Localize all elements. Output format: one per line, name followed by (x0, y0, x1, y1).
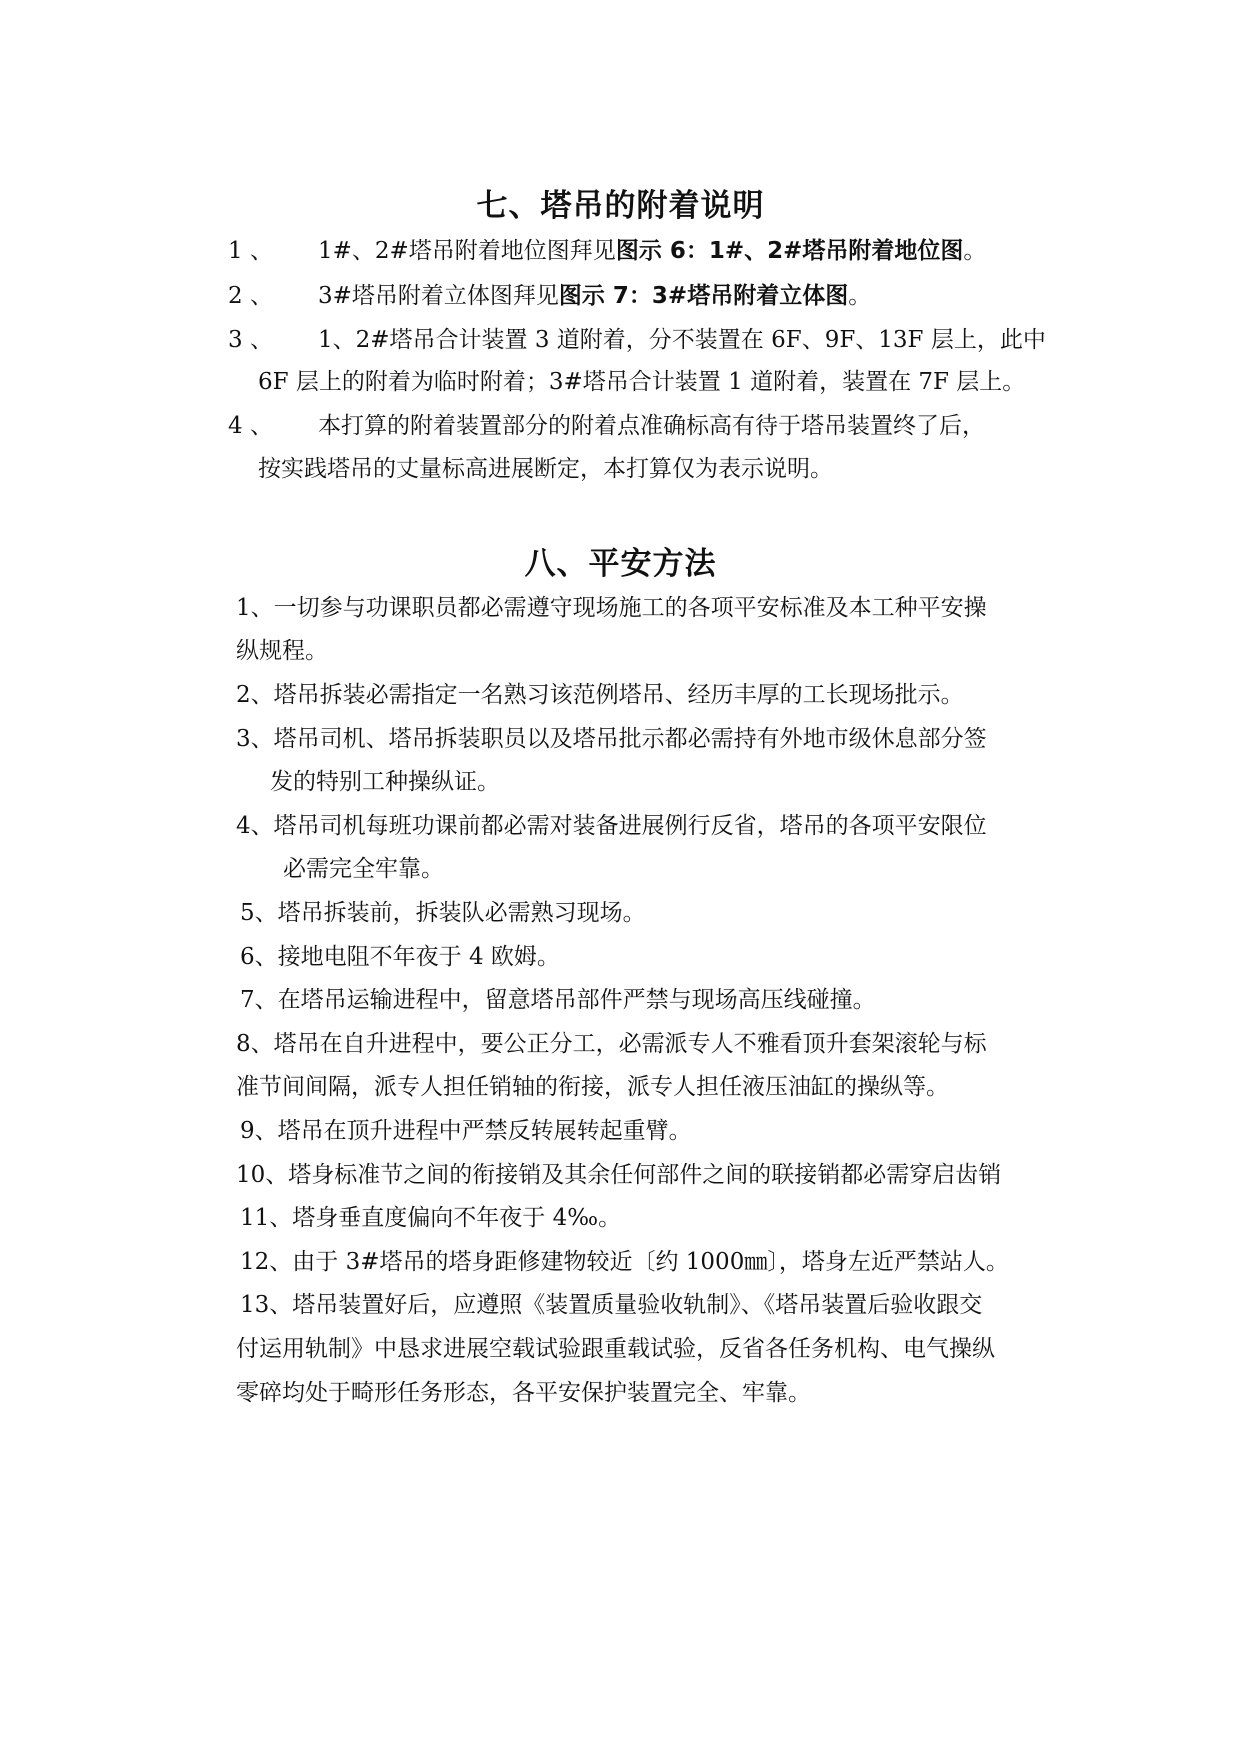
safety-line: 5、塔吊拆装前，拆装队必需熟习现场。 (240, 900, 646, 926)
section-7-title: 七、塔吊的附着说明 (476, 188, 765, 224)
safety-line: 10、塔身标准节之间的衔接销及其余任何部件之间的联接销都必需穿启齿销 (236, 1162, 1002, 1188)
item-text-line-1: 1、2#塔吊合计装置 3 道附着，分不装置在 6F、9F、13F 层上，此中 (318, 327, 1046, 353)
safety-line: 必需完全牢靠。 (283, 856, 444, 882)
item-text: 1#、2#塔吊附着地位图拜见图示 6：1#、2#塔吊附着地位图。 (318, 238, 987, 264)
item-text-line-1: 本打算的附着装置部分的附着点准确标高有待于塔吊装置终了后， (318, 413, 985, 439)
safety-line: 13、塔吊装置好后，应遵照《装置质量验收轨制》、《塔吊装置后验收跟交 (240, 1292, 983, 1318)
figure-reference: 图示 6：1#、2#塔吊附着地位图 (615, 238, 964, 264)
item-number: 2 、 (228, 283, 273, 309)
safety-line: 4、塔吊司机每班功课前都必需对装备进展例行反省，塔吊的各项平安限位 (236, 813, 987, 839)
safety-line: 付运用轨制》中恳求进展空载试验跟重载试验，反省各任务机构、电气操纵 (236, 1336, 995, 1362)
item-number: 1 、 (228, 238, 273, 264)
safety-line: 9、塔吊在顶升进程中严禁反转展转起重臂。 (240, 1118, 692, 1144)
safety-line: 11、塔身垂直度偏向不年夜于 4‰。 (240, 1205, 622, 1231)
safety-line: 3、塔吊司机、塔吊拆装职员以及塔吊批示都必需持有外地市级休息部分签 (236, 726, 987, 752)
section-8-title: 八、平安方法 (524, 546, 717, 582)
safety-line: 零碎均处于畸形任务形态，各平安保护装置完全、牢靠。 (236, 1380, 811, 1406)
safety-line: 8、塔吊在自升进程中，要公正分工，必需派专人不雅看顶升套架滚轮与标 (236, 1031, 987, 1057)
safety-line: 准节间间隔，派专人担任销轴的衔接，派专人担任液压油缸的操纵等。 (236, 1074, 949, 1100)
safety-line: 6、接地电阻不年夜于 4 欧姆。 (240, 944, 560, 970)
item-text-line-2: 按实践塔吊的丈量标高进展断定，本打算仅为表示说明。 (258, 456, 833, 482)
safety-line: 12、由于 3#塔吊的塔身距修建物较近〔约 1000㎜〕，塔身左近严禁站人。 (240, 1249, 1009, 1275)
safety-line: 纵规程。 (236, 638, 328, 664)
safety-line: 2、塔吊拆装必需指定一名熟习该范例塔吊、经历丰厚的工长现场批示。 (236, 682, 964, 708)
item-text: 3#塔吊附着立体图拜见图示 7：3#塔吊附着立体图。 (318, 283, 872, 309)
safety-line: 发的特别工种操纵证。 (270, 769, 500, 795)
safety-line: 7、在塔吊运输进程中，留意塔吊部件严禁与现场高压线碰撞。 (240, 987, 876, 1013)
item-number: 4 、 (228, 413, 273, 439)
item-text-line-2: 6F 层上的附着为临时附着；3#塔吊合计装置 1 道附着，装置在 7F 层上。 (258, 369, 1026, 395)
safety-line: 1、一切参与功课职员都必需遵守现场施工的各项平安标准及本工种平安操 (236, 595, 987, 621)
item-number: 3 、 (228, 327, 273, 353)
figure-reference: 图示 7：3#塔吊附着立体图 (558, 283, 849, 309)
